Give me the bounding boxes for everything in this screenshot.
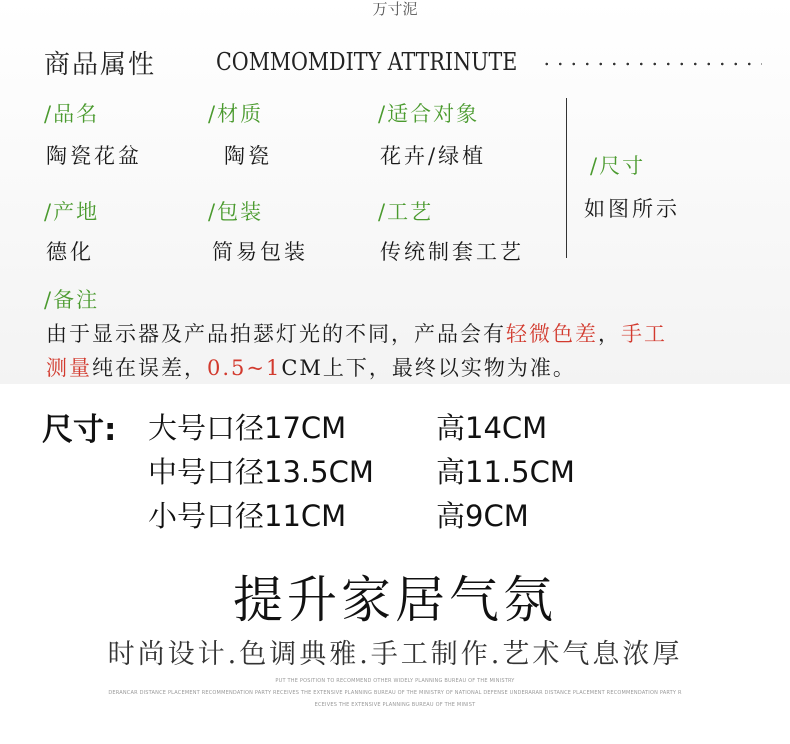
top-caption: 万寸泥 bbox=[372, 0, 418, 18]
color-difference-highlight: 轻微色差 bbox=[506, 322, 598, 346]
slogan-title: 提升家居气氛 bbox=[233, 571, 557, 629]
slogan-subtitle: 时尚设计.色调典雅.手工制作.艺术气息浓厚 bbox=[107, 639, 683, 670]
origin-label: /产地 bbox=[44, 200, 100, 224]
tolerance-highlight: 0.5~1 bbox=[207, 356, 282, 380]
craft-label: /工艺 bbox=[378, 200, 434, 224]
measure-highlight: 测量 bbox=[46, 356, 92, 380]
craft-value: 传统制套工艺 bbox=[380, 240, 524, 264]
small-height: 高9CM bbox=[436, 499, 529, 533]
note-line-1 bbox=[46, 318, 667, 348]
origin-value: 德化 bbox=[46, 240, 94, 264]
fine-print-line-1: PUT THE POSITION TO RECOMMEND OTHER WIDELY PLANNING BUREAU OF THE MINISTRY bbox=[275, 678, 515, 684]
size-value: 如图所示 bbox=[584, 197, 680, 221]
fine-print-line-3: ECEIVES THE EXTENSIVE PLANNING BUREAU OF THE MINIST bbox=[314, 702, 476, 708]
large-diameter: 大号口径17CM bbox=[148, 411, 347, 445]
size-label: /尺寸 bbox=[590, 154, 646, 178]
target-value: 花卉/绿植 bbox=[380, 144, 487, 168]
note-comma: ， bbox=[598, 322, 621, 346]
package-value: 简易包装 bbox=[212, 240, 308, 264]
medium-diameter: 中号口径13.5CM bbox=[148, 455, 374, 489]
name-label: /品名 bbox=[44, 102, 100, 126]
manual-highlight: 手工 bbox=[621, 322, 667, 346]
sizes-label: 尺寸: bbox=[42, 412, 117, 448]
note-line-2-text: 纯在误差， bbox=[92, 356, 207, 380]
fine-print-line-2: DERANCAR DISTANCE PLACEMENT RECOMMENDATION PARTY RECEIVES THE EXTENSIVE PLANNING BUREAU OF THE MINISTRY OF NATIONAL DEFENSE UNDERARAR DISTANCE PLACEMENT RECOMMENDATION PARTY R bbox=[108, 690, 682, 696]
target-label: /适合对象 bbox=[378, 102, 480, 126]
note-line-2-tail: CM上下，最终以实物为准。 bbox=[281, 356, 576, 380]
small-diameter: 小号口径11CM bbox=[148, 499, 347, 533]
vertical-divider bbox=[566, 98, 567, 258]
large-height: 高14CM bbox=[436, 411, 548, 445]
medium-height: 高11.5CM bbox=[436, 455, 575, 489]
material-value: 陶瓷 bbox=[224, 144, 272, 168]
material-label: /材质 bbox=[208, 102, 264, 126]
attributes-heading-english: COMMOMDITY ATTRINUTE bbox=[216, 48, 518, 76]
name-value: 陶瓷花盆 bbox=[46, 144, 142, 168]
package-label: /包装 bbox=[208, 200, 264, 224]
attributes-heading: 商品属性 bbox=[44, 50, 157, 80]
note-line-2 bbox=[46, 352, 576, 382]
dotted-divider bbox=[540, 62, 762, 66]
note-line-1-text: 由于显示器及产品拍瑟灯光的不同，产品会有 bbox=[46, 322, 506, 346]
note-label: /备注 bbox=[44, 288, 100, 312]
